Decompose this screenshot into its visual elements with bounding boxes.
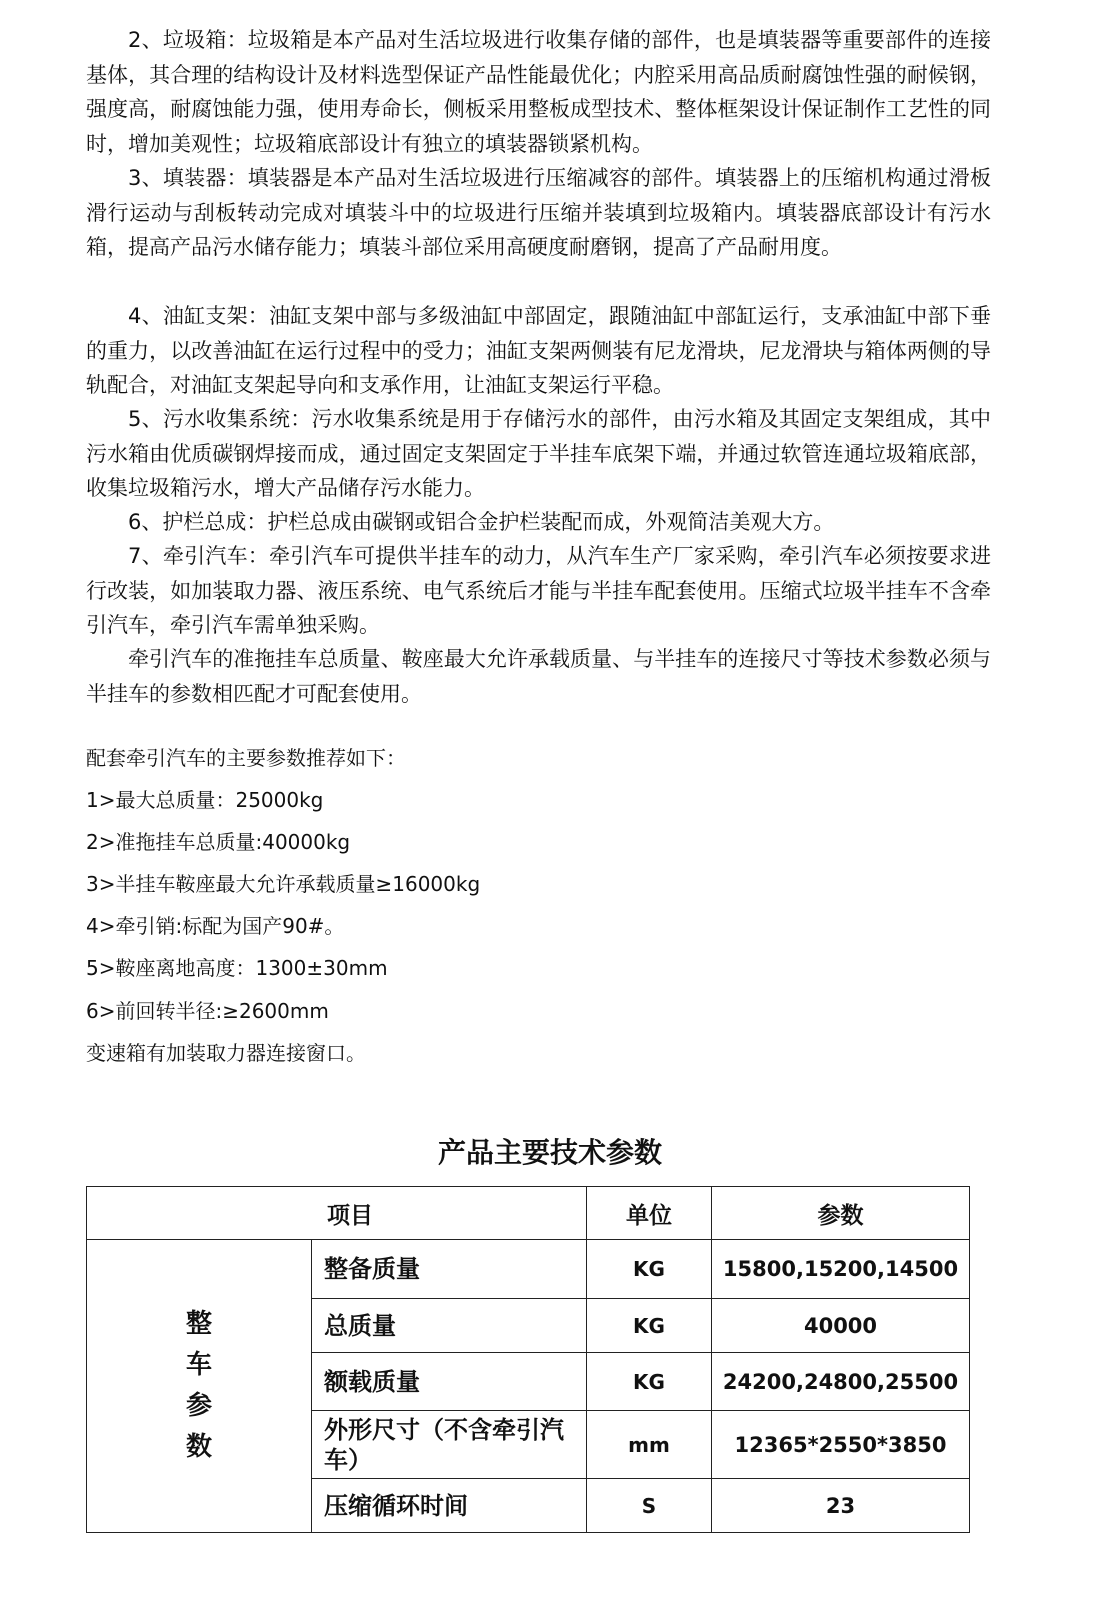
recommend-intro: 配套牵引汽车的主要参数推荐如下： xyxy=(86,746,406,770)
header-param: 参数 xyxy=(712,1187,970,1240)
recommend-item: 1>最大总质量：25000kg xyxy=(86,788,324,812)
row-value: 23 xyxy=(712,1479,970,1533)
paragraph-sewage-system: 5、污水收集系统：污水收集系统是用于存储污水的部件，由污水箱及其固定支架组成，其中污水箱由优质碳钢焊接而成，通过固定支架固定于半挂车底架下端，并通过软管连通垃圾箱底部，收集垃圾箱污水，增大产品储存污水能力。 xyxy=(86,407,991,500)
row-value: 15800,15200,14500 xyxy=(712,1240,970,1299)
paragraph-tractor-match: 牵引汽车的准拖挂车总质量、鞍座最大允许承载质量、与半挂车的连接尺寸等技术参数必须与半挂车的参数相匹配才可配套使用。 xyxy=(86,647,991,706)
row-item: 总质量 xyxy=(312,1299,587,1353)
recommend-item: 3>半挂车鞍座最大允许承载质量≥16000kg xyxy=(86,872,481,896)
row-value: 12365*2550*3850 xyxy=(712,1411,970,1479)
group-label-vehicle-params: 整 车 参 数 xyxy=(87,1240,312,1533)
row-item: 外形尺寸（不含牵引汽车） xyxy=(312,1411,587,1479)
row-value: 24200,24800,25500 xyxy=(712,1353,970,1411)
table-header-row xyxy=(87,1187,970,1240)
table-row xyxy=(87,1240,970,1299)
recommend-item: 2>准拖挂车总质量:40000kg xyxy=(86,830,351,854)
recommend-item: 6>前回转半径:≥2600mm xyxy=(86,999,329,1023)
paragraph-guardrail: 6、护栏总成：护栏总成由碳钢或铝合金护栏装配而成，外观简洁美观大方。 xyxy=(128,510,835,534)
spec-table xyxy=(86,1186,970,1533)
row-item: 整备质量 xyxy=(312,1240,587,1299)
paragraph-cylinder-bracket: 4、油缸支架：油缸支架中部与多级油缸中部固定，跟随油缸中部缸运行，支承油缸中部下垂的重力，以改善油缸在运行过程中的受力；油缸支架两侧装有尼龙滑块，尼龙滑块与箱体两侧的导轨配合，对油缸支架起导向和支承作用，让油缸支架运行平稳。 xyxy=(86,304,991,397)
row-unit: KG xyxy=(587,1240,712,1299)
row-item: 压缩循环时间 xyxy=(312,1479,587,1533)
row-unit: KG xyxy=(587,1299,712,1353)
paragraph-tractor: 7、牵引汽车：牵引汽车可提供半挂车的动力，从汽车生产厂家采购，牵引汽车必须按要求进行改装，如加装取力器、液压系统、电气系统后才能与半挂车配套使用。压缩式垃圾半挂车不含牵引汽车，牵引汽车需单独采购。 xyxy=(86,544,991,637)
row-unit: mm xyxy=(587,1411,712,1479)
paragraph-garbage-box: 2、垃圾箱：垃圾箱是本产品对生活垃圾进行收集存储的部件，也是填装器等重要部件的连接基体，其合理的结构设计及材料选型保证产品性能最优化；内腔采用高品质耐腐蚀性强的耐候钢，强度高，耐腐蚀能力强，使用寿命长，侧板采用整板成型技术、整体框架设计保证制作工艺性的同时，增加美观性；垃圾箱底部设计有独立的填装器锁紧机构。 xyxy=(86,28,991,156)
header-item: 项目 xyxy=(87,1187,587,1240)
recommend-item: 4>牵引销:标配为国产90#。 xyxy=(86,914,345,938)
paragraph-filler: 3、填装器：填装器是本产品对生活垃圾进行压缩减容的部件。填装器上的压缩机构通过滑板滑行运动与刮板转动完成对填装斗中的垃圾进行压缩并装填到垃圾箱内。填装器底部设计有污水箱，提高产品污水储存能力；填装斗部位采用高硬度耐磨钢，提高了产品耐用度。 xyxy=(86,166,991,259)
recommend-note: 变速箱有加装取力器连接窗口。 xyxy=(86,1041,366,1065)
recommend-item: 5>鞍座离地高度：1300±30mm xyxy=(86,956,388,980)
header-unit: 单位 xyxy=(587,1187,712,1240)
row-item: 额载质量 xyxy=(312,1353,587,1411)
row-value: 40000 xyxy=(712,1299,970,1353)
table-title: 产品主要技术参数 xyxy=(437,1136,662,1169)
row-unit: S xyxy=(587,1479,712,1533)
row-unit: KG xyxy=(587,1353,712,1411)
